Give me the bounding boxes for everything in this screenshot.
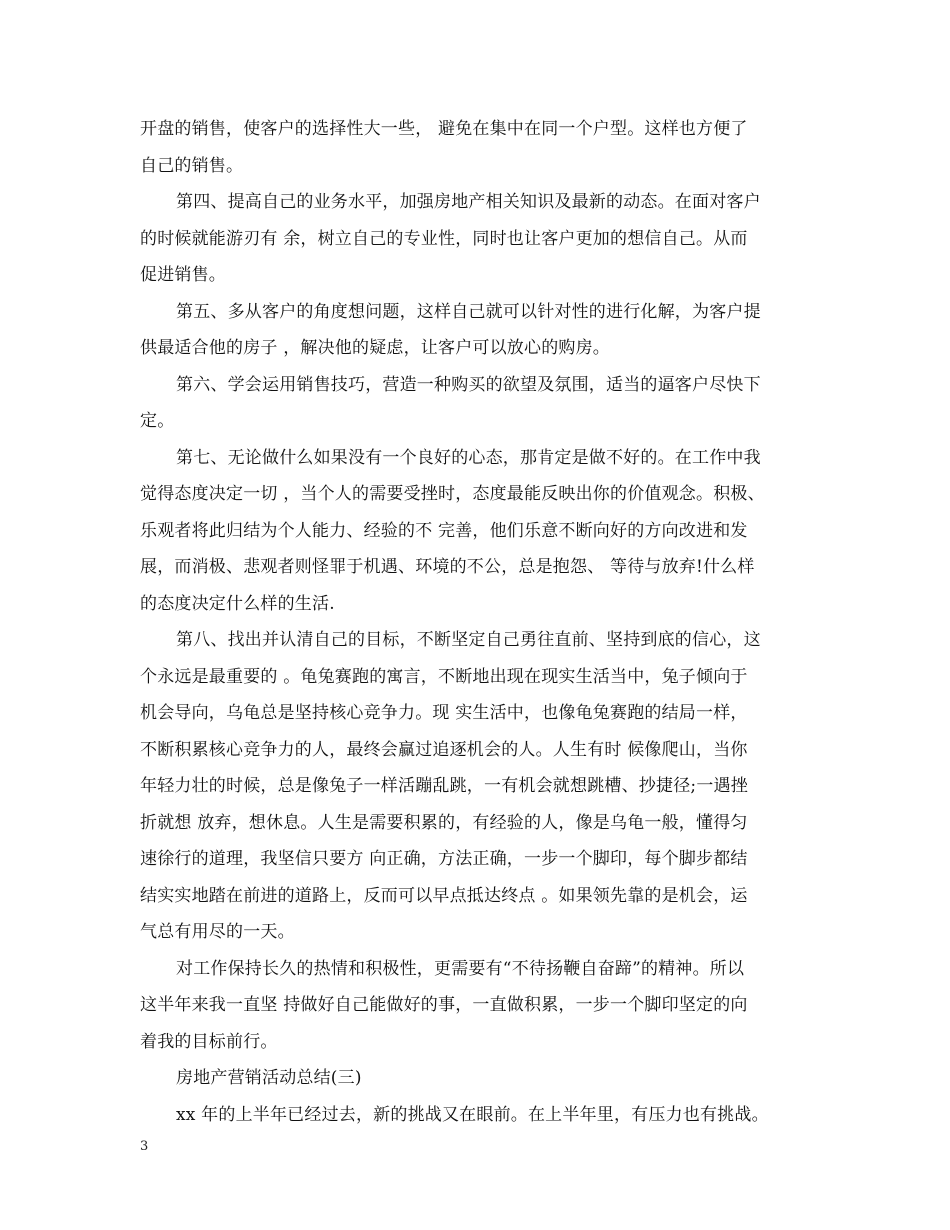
text-line: 机会导向，乌龟总是坚持核心竞争力。现 实生活中，也像龟兔赛跑的结局一样， <box>140 703 748 723</box>
page-number: 3 <box>140 1139 149 1154</box>
text-line: 第六、学会运用销售技巧，营造一种购买的欲望及氛围，适当的逼客户尽快下 <box>176 374 761 395</box>
text-line: 第五、多从客户的角度想问题，这样自己就可以针对性的进行化解，为客户提 <box>176 301 761 322</box>
text-line: 促进销售。 <box>140 265 226 285</box>
text-line: 气总有用尽的一天。 <box>140 922 295 942</box>
text-line: 速徐行的道理，我坚信只要方 向正确，方法正确，一步一个脚印，每个脚步都结 <box>140 849 748 869</box>
text-line: 年轻力壮的时候，总是像兔子一样活蹦乱跳，一有机会就想跳槽、抄捷径;一遇挫 <box>140 776 748 796</box>
text-line: 的态度决定什么样的生活. <box>140 593 335 614</box>
text-line: 个永远是最重要的 。龟兔赛跑的寓言，不断地出现在现实生活当中，兔子倾向于 <box>140 666 748 687</box>
text-line: 结实实地踏在前进的道路上，反而可以早点抵达终点 。如果领先靠的是机会，运 <box>140 885 748 906</box>
text-line: 觉得态度决定一切 ，当个人的需要受挫时，态度最能反映出你的价值观念。积极、 <box>140 484 765 504</box>
text-line: 自己的销售。 <box>140 155 244 176</box>
text-line: 乐观者将此归结为个人能力、经验的不 完善，他们乐意不断向好的方向改进和发 <box>140 520 748 541</box>
text-line: 第四、提高自己的业务水平，加强房地产相关知识及最新的动态。在面对客户 <box>176 192 761 212</box>
text-line: 房地产营销活动总结(三) <box>176 1068 362 1088</box>
text-line: 供最适合他的房子 ，解决他的疑虑，让客户可以放心的购房。 <box>140 338 611 358</box>
document-body <box>140 111 840 1133</box>
text-line: xx 年的上半年已经过去，新的挑战又在眼前。在上半年里，有压力也有挑战。 <box>176 1104 769 1125</box>
text-line: 展，而消极、悲观者则怪罪于机遇、环境的不公，总是抱怨、 等待与放弃!什么样 <box>140 557 755 577</box>
text-line: 这半年来我一直坚 持做好自己能做好的事，一直做积累，一步一个脚印坚定的向 <box>140 995 748 1015</box>
text-line: 开盘的销售，使客户的选择性大一些， 避免在集中在同一个户型。这样也方便了 <box>140 119 748 139</box>
text-line: 折就想 放弃，想休息。人生是需要积累的，有经验的人，像是乌龟一般，懂得匀 <box>140 812 748 833</box>
text-line: 不断积累核心竞争力的人，最终会赢过追逐机会的人。人生有时 候像爬山，当你 <box>140 739 748 760</box>
text-line: 第八、找出并认清自己的目标，不断坚定自己勇往直前、坚持到底的信心，这 <box>176 630 761 650</box>
text-line: 定。 <box>140 411 175 431</box>
text-line: 的时候就能游刃有 余，树立自己的专业性，同时也让客户更加的想信自己。从而 <box>140 228 748 249</box>
text-line: 对工作保持长久的热情和积极性，更需要有“不待扬鞭自奋蹄”的精神。所以 <box>176 958 745 979</box>
text-line: 第七、无论做什么如果没有一个良好的心态，那肯定是做不好的。在工作中我 <box>176 447 761 468</box>
text-line: 着我的目标前行。 <box>140 1031 278 1052</box>
